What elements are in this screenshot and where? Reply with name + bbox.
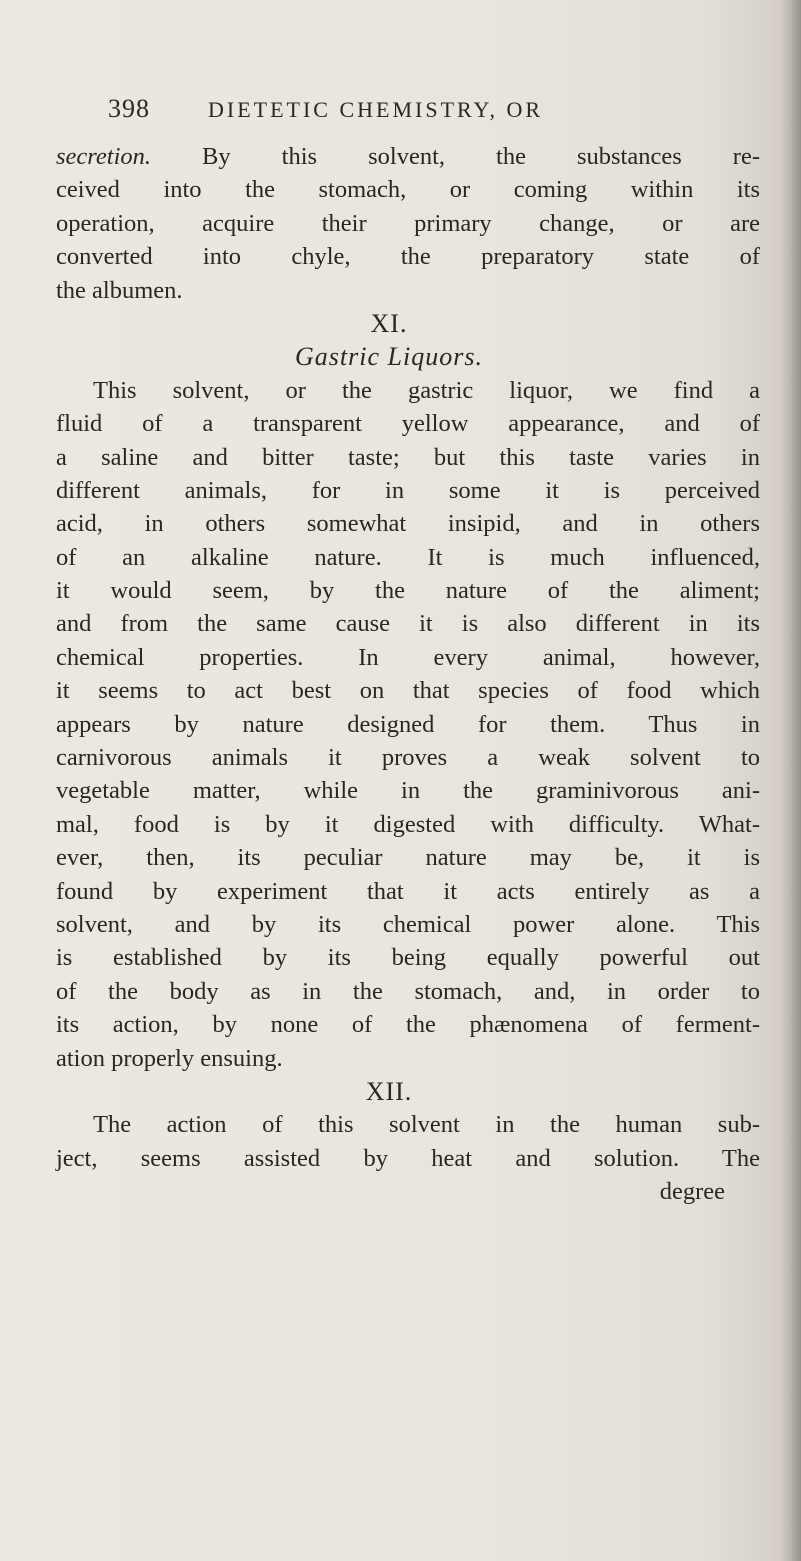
section-number: XI.: [370, 308, 408, 338]
text-line: chemical properties. In every animal, however,: [56, 643, 760, 671]
text-fragment: By this solvent, the substances re-: [151, 143, 760, 170]
text-line: the albumen.: [56, 276, 183, 304]
text-line: converted into chyle, the preparatory state of: [56, 243, 760, 271]
text-line: operation, acquire their primary change, or are: [56, 209, 760, 237]
text-line: different animals, for in some it is perceived: [56, 476, 760, 504]
section-number: XII.: [365, 1076, 413, 1106]
text-line: of the body as in the stomach, and, in order to: [56, 977, 760, 1005]
text-line: vegetable matter, while in the graminivorous ani-: [56, 777, 760, 805]
page-header: [108, 94, 628, 124]
text-line: it seems to act best on that species of food which: [56, 677, 760, 705]
text-line: ever, then, its peculiar nature may be, it is: [56, 844, 760, 872]
text-line: carnivorous animals it proves a weak solvent to: [56, 744, 760, 772]
text-line: a saline and bitter taste; but this taste varies in: [56, 443, 760, 471]
text-line: solvent, and by its chemical power alone. This: [56, 910, 760, 938]
text-line: The action of this solvent in the human sub-: [93, 1111, 760, 1139]
catchword: degree: [659, 1178, 725, 1206]
text-line: [56, 140, 760, 173]
running-title: DIETETIC CHEMISTRY, OR: [208, 97, 544, 122]
text-line: acid, in others somewhat insipid, and in others: [56, 510, 760, 538]
text-line: found by experiment that it acts entirely as a: [56, 877, 760, 905]
text-line: its action, by none of the phænomena of ferment-: [56, 1011, 760, 1039]
text-line: ceived into the stomach, or coming within its: [56, 176, 760, 204]
section-title: Gastric Liquors.: [295, 342, 483, 372]
page-edge-shadow: [781, 0, 801, 1561]
text-line: ation properly ensuing.: [56, 1044, 283, 1072]
text-line: appears by nature designed for them. Thus in: [56, 710, 760, 738]
page-number: 398: [108, 94, 150, 123]
text-line: it would seem, by the nature of the aliment;: [56, 577, 760, 605]
italic-word: secretion.: [56, 143, 152, 170]
text-line: of an alkaline nature. It is much influenced,: [56, 543, 760, 571]
page-body: [56, 140, 760, 1209]
text-line: This solvent, or the gastric liquor, we find a: [93, 376, 760, 404]
text-line: mal, food is by it digested with difficulty. What-: [56, 810, 760, 838]
text-line: fluid of a transparent yellow appearance, and of: [56, 410, 760, 438]
text-line: is established by its being equally powerful out: [56, 944, 760, 972]
text-line: ject, seems assisted by heat and solution. The: [56, 1144, 760, 1172]
text-line: and from the same cause it is also different in its: [56, 610, 760, 638]
